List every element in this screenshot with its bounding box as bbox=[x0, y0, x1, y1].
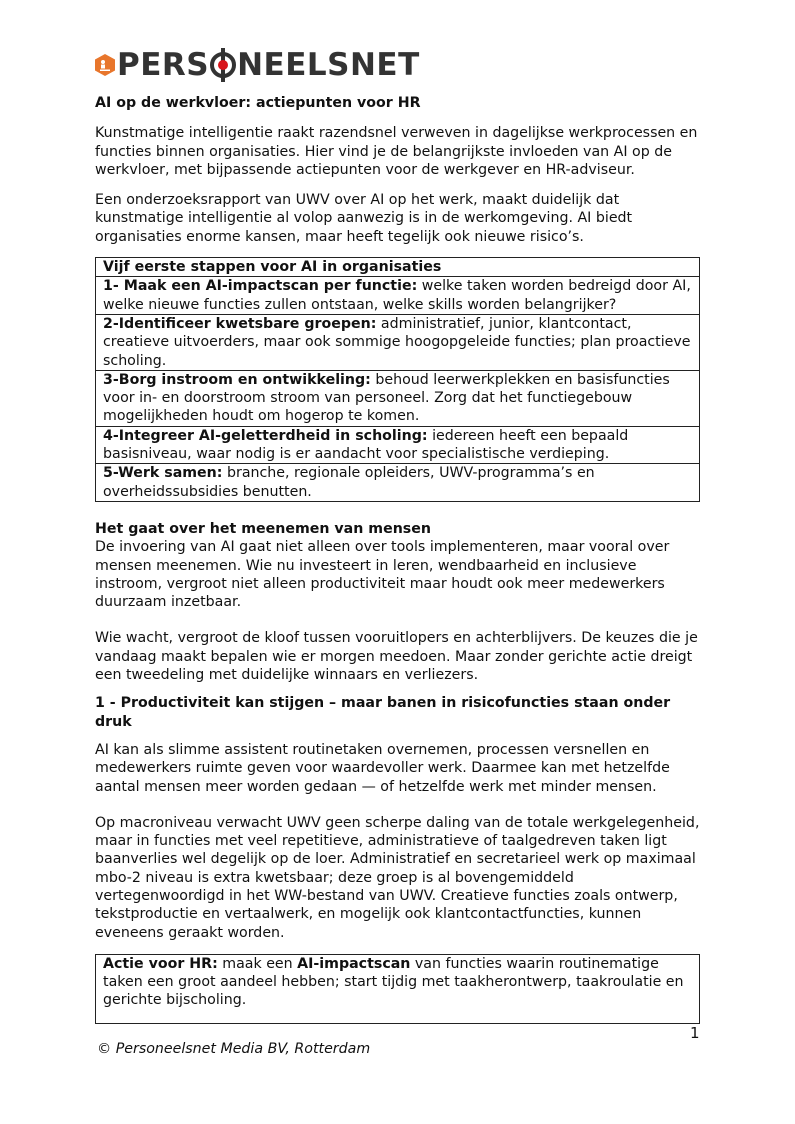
page-number: 1 bbox=[690, 1024, 700, 1042]
personeelsnet-hexagon-icon bbox=[94, 53, 116, 77]
action-box bbox=[95, 954, 700, 1024]
step-label: 5-Werk samen: bbox=[103, 465, 223, 482]
action-text-2: van functies waarin routinematige taken een groot aandeel hebben; start tijdig met taakherontwerp, taakroulatie en gerichte bijscholing. bbox=[103, 955, 684, 1009]
productivity-paragraph-2: Op macroniveau verwacht UWV geen scherpe daling van de totale werkgelegenheid, maar in functies met veel repetitieve, administratieve of taalgedreven taken ligt baanverlies wel degelijk op de loer. Administratief en secretarieel werk op maximaal mbo-2 niveau is extra kwetsbaar; deze groep is al bovengemiddeld vertegenwoordigd in het WW-bestand van UWV. Creatieve functies zoals ontwerp, tekstproductie en vertaalwerk, en mogelijk ook klantcontactfuncties, kunnen eveneens geraakt worden. bbox=[95, 814, 700, 941]
steps-table-row bbox=[96, 370, 699, 426]
steps-table-heading: Vijf eerste stappen voor AI in organisaties bbox=[103, 259, 442, 276]
step-label: 1- Maak een AI-impactscan per functie: bbox=[103, 278, 418, 295]
steps-table-row bbox=[96, 314, 699, 370]
people-paragraph-1: De invoering van AI gaat niet alleen over tools implementeren, maar vooral over mensen meenemen. Wie nu investeert in leren, wendbaarheid en inclusieve instroom, vergroot niet alleen productiviteit maar houdt ook meer medewerkers duurzaam inzetbaar. bbox=[95, 539, 670, 611]
step-label: 4-Integreer AI-geletterdheid in scholing: bbox=[103, 427, 428, 444]
logo-wordmark bbox=[117, 48, 420, 82]
step-label: 2-Identificeer kwetsbare groepen: bbox=[103, 315, 377, 332]
people-paragraph-2: Wie wacht, vergroot de kloof tussen vooruitlopers en achterblijvers. De keuzes die je vandaag maakt bepalen wie er morgen meedoen. Maar zonder gerichte actie dreigt een tweedeling met duidelijke winnaars en verliezers. bbox=[95, 630, 698, 684]
section-heading-productivity: 1 - Productiviteit kan stijgen – maar banen in risicofuncties staan onder druk bbox=[95, 695, 671, 730]
logo-text-right: NEELSNET bbox=[237, 46, 420, 83]
footer-copyright: © Personeelsnet Media BV, Rotterdam bbox=[97, 1041, 371, 1057]
action-label: Actie voor HR: bbox=[103, 955, 218, 972]
intro-paragraph-2: Een onderzoeksrapport van UWV over AI op het werk, maakt duidelijk dat kunstmatige intelligentie al volop aanwezig is in de werkomgeving. AI biedt organisaties enorme kansen, maar heeft tegelijk ook nieuwe risico’s. bbox=[95, 192, 633, 245]
intro-paragraph-1: Kunstmatige intelligentie raakt razendsnel verweven in dagelijkse werkprocessen en functies binnen organisaties. Hier vind je de belangrijkste invloeden van AI op de werkvloer, met bijpassende actiepunten voor de werkgever en HR-adviseur. bbox=[95, 125, 698, 178]
step-label: 3-Borg instroom en ontwikkeling: bbox=[103, 371, 371, 388]
action-bold-term: AI-impactscan bbox=[297, 955, 411, 972]
productivity-paragraph-1: AI kan als slimme assistent routinetaken overnemen, processen versnellen en medewerkers ruimte geven voor waardevoller werk. Daarmee kan met hetzelfde aantal mensen meer worden gedaan — of hetzelfde werk met minder mensen. bbox=[95, 741, 670, 795]
action-text-1: maak een bbox=[217, 955, 298, 972]
steps-table bbox=[95, 257, 700, 502]
personeelsnet-logo bbox=[94, 47, 420, 83]
step-text: branche, regionale opleiders, UWV-programma’s en overheidssubsidies benutten. bbox=[103, 465, 595, 500]
logo-text-left: PERS bbox=[117, 46, 210, 83]
step-text: welke taken worden bedreigd door AI, welke nieuwe functies zullen ontstaan, welke skills worden belangrijker? bbox=[103, 278, 691, 313]
logo-o-icon bbox=[210, 48, 236, 82]
step-text: behoud leerwerkplekken en basisfuncties voor in- en doorstroom stroom van personeel. Zorg dat het functiegebouw mogelijkheden houdt om hogerop te komen. bbox=[103, 371, 670, 425]
steps-table-row bbox=[96, 276, 699, 314]
page-title: AI op de werkvloer: actiepunten voor HR bbox=[95, 95, 421, 111]
document-body bbox=[95, 94, 700, 1024]
step-text: iedereen heeft een bepaald basisniveau, waar nodig is er aandacht voor specialistische verdieping. bbox=[103, 427, 629, 463]
step-text: administratief, junior, klantcontact, creatieve uitvoerders, maar ook sommige hoogopgeleide functies; plan proactieve scholing. bbox=[103, 315, 691, 369]
steps-table-row bbox=[96, 426, 699, 464]
steps-table-row bbox=[96, 463, 699, 501]
section-heading-people: Het gaat over het meenemen van mensen bbox=[95, 520, 431, 537]
